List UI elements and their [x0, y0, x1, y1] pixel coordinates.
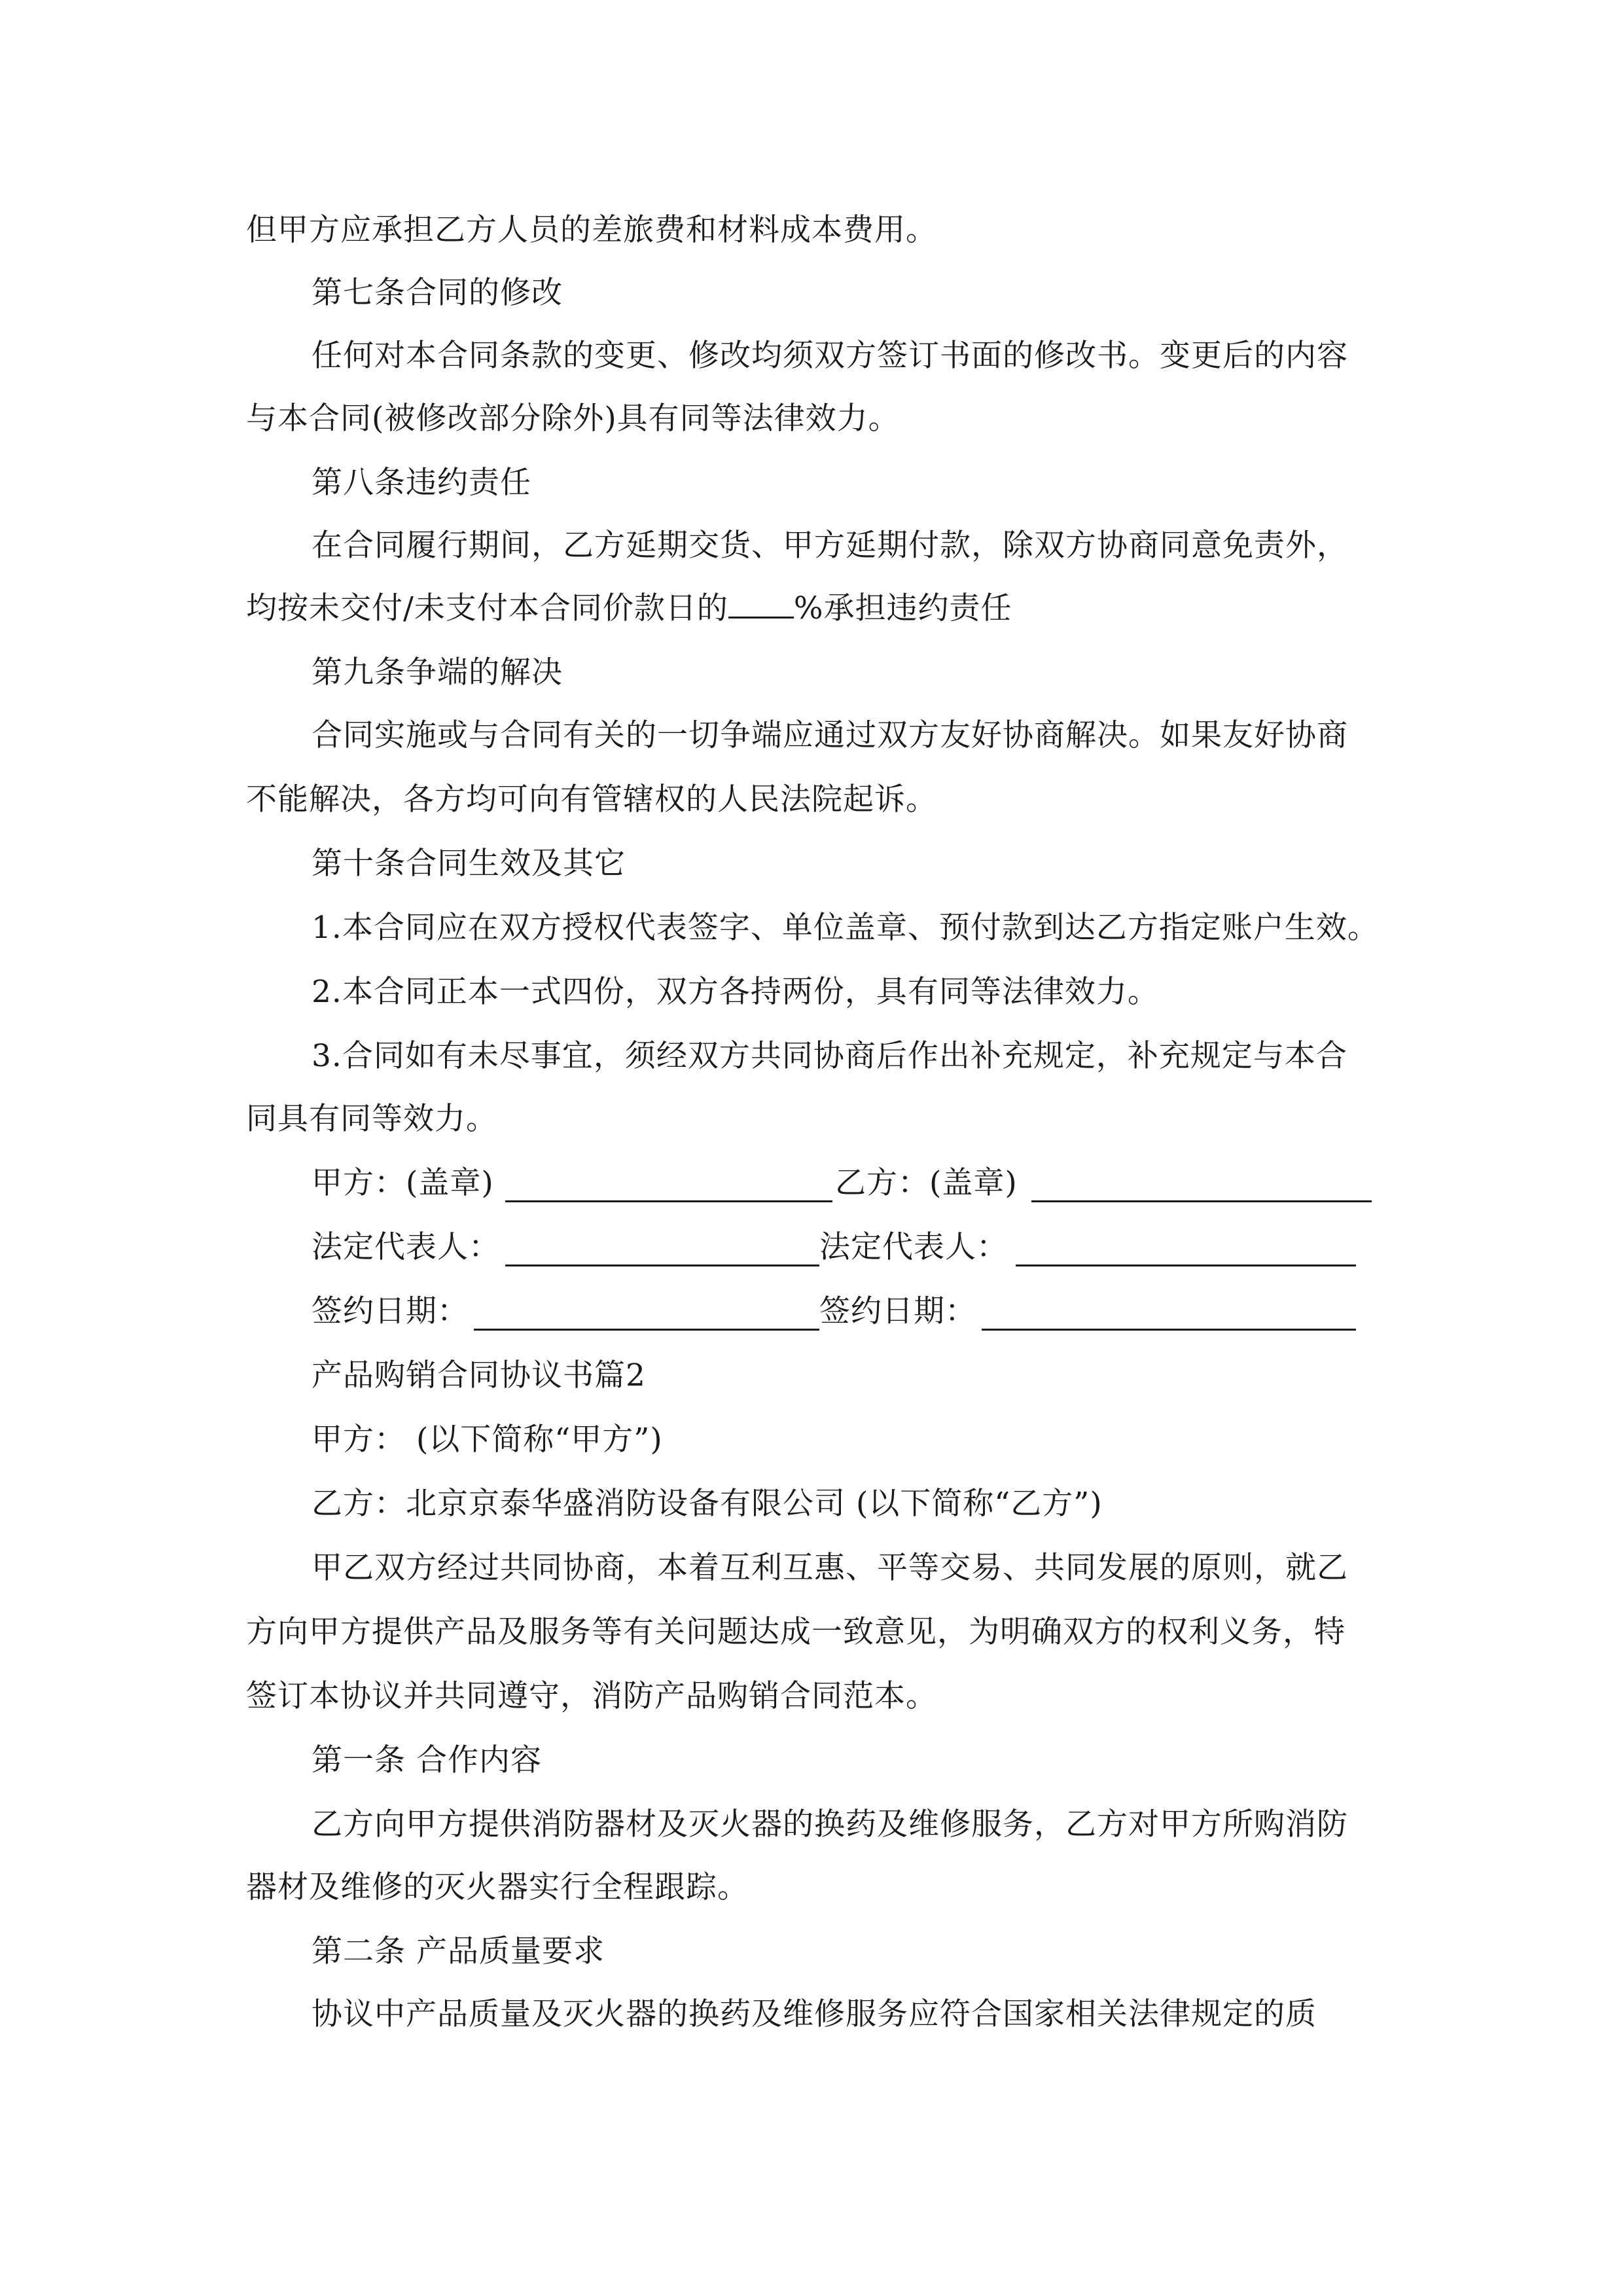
paragraph-line: 协议中产品质量及灭火器的换药及维修服务应符合国家相关法律规定的质 [312, 1996, 1317, 2032]
party-a-rep-label: 法定代表人： [312, 1229, 500, 1265]
party-b-seal-line [1031, 1200, 1372, 1202]
paragraph-line: 签订本协议并共同遵守，消防产品购销合同范本。 [246, 1678, 937, 1714]
paragraph-line: 任何对本合同条款的变更、修改均须双方签订书面的修改书。变更后的内容 [312, 338, 1348, 374]
party-b-rep-label: 法定代表人： [819, 1229, 1008, 1265]
article-9-heading: 第九条争端的解决 [312, 655, 563, 691]
paragraph-line: 不能解决，各方均可向有管辖权的人民法院起诉。 [246, 781, 937, 817]
article-1-heading: 第一条 合作内容 [312, 1742, 542, 1778]
article-10-heading: 第十条合同生效及其它 [312, 846, 626, 882]
party-a-rep-line [505, 1265, 819, 1266]
section-2-party-b: 乙方：北京京泰华盛消防设备有限公司 (以下简称“乙方”) [312, 1486, 1103, 1522]
signature-row-representative [312, 1227, 1391, 1268]
party-b-date-label: 签约日期： [819, 1293, 976, 1329]
paragraph-line: 合同实施或与合同有关的一切争端应通过双方友好协商解决。如果友好协商 [312, 717, 1348, 753]
clause-1: 1.本合同应在双方授权代表签字、单位盖章、预付款到达乙方指定账户生效。 [312, 910, 1379, 946]
clause-3: 3.合同如有未尽事宜，须经双方共同协商后作出补充规定，补充规定与本合 [312, 1038, 1347, 1074]
signature-row-date [312, 1291, 1391, 1333]
paragraph-line: 甲乙双方经过共同协商，本着互利互惠、平等交易、共同发展的原则，就乙 [312, 1550, 1348, 1586]
penalty-text-suffix: %承担违约责任 [793, 590, 1012, 626]
article-8-heading: 第八条违约责任 [312, 465, 531, 501]
paragraph-line: 同具有同等效力。 [246, 1101, 497, 1137]
party-a-date-line [474, 1329, 819, 1331]
section-2-title: 产品购销合同协议书篇2 [312, 1357, 646, 1393]
article-2-heading: 第二条 产品质量要求 [312, 1933, 605, 1969]
paragraph-line: 与本合同(被修改部分除外)具有同等法律效力。 [246, 401, 900, 437]
paragraph-line: 乙方向甲方提供消防器材及灭火器的换药及维修服务，乙方对甲方所购消防 [312, 1806, 1348, 1842]
penalty-text: 均按未交付/未支付本合同价款日的 [246, 590, 728, 626]
penalty-rate-blank [728, 588, 794, 619]
paragraph-line: 但甲方应承担乙方人员的差旅费和材料成本费用。 [246, 212, 937, 248]
party-a-date-label: 签约日期： [312, 1293, 469, 1329]
party-b-seal-label: 乙方：(盖章) [835, 1165, 1018, 1201]
paragraph-line: 在合同履行期间，乙方延期交货、甲方延期付款，除双方协商同意免责外， [312, 528, 1348, 564]
party-b-date-line [982, 1329, 1356, 1331]
article-7-heading: 第七条合同的修改 [312, 275, 563, 311]
clause-2: 2.本合同正本一式四份，双方各持两份，具有同等法律效力。 [312, 974, 1159, 1010]
section-2-party-a: 甲方： (以下简称“甲方”) [312, 1422, 663, 1458]
party-b-rep-line [1016, 1265, 1356, 1266]
paragraph-line: 方向甲方提供产品及服务等有关问题达成一致意见，为明确双方的权利义务，特 [246, 1614, 1346, 1650]
paragraph-line [246, 588, 1012, 630]
party-a-seal-line [505, 1200, 832, 1202]
signature-row-seal [312, 1162, 1391, 1204]
paragraph-line: 器材及维修的灭火器实行全程跟踪。 [246, 1869, 749, 1905]
party-a-seal-label: 甲方：(盖章) [312, 1165, 494, 1201]
